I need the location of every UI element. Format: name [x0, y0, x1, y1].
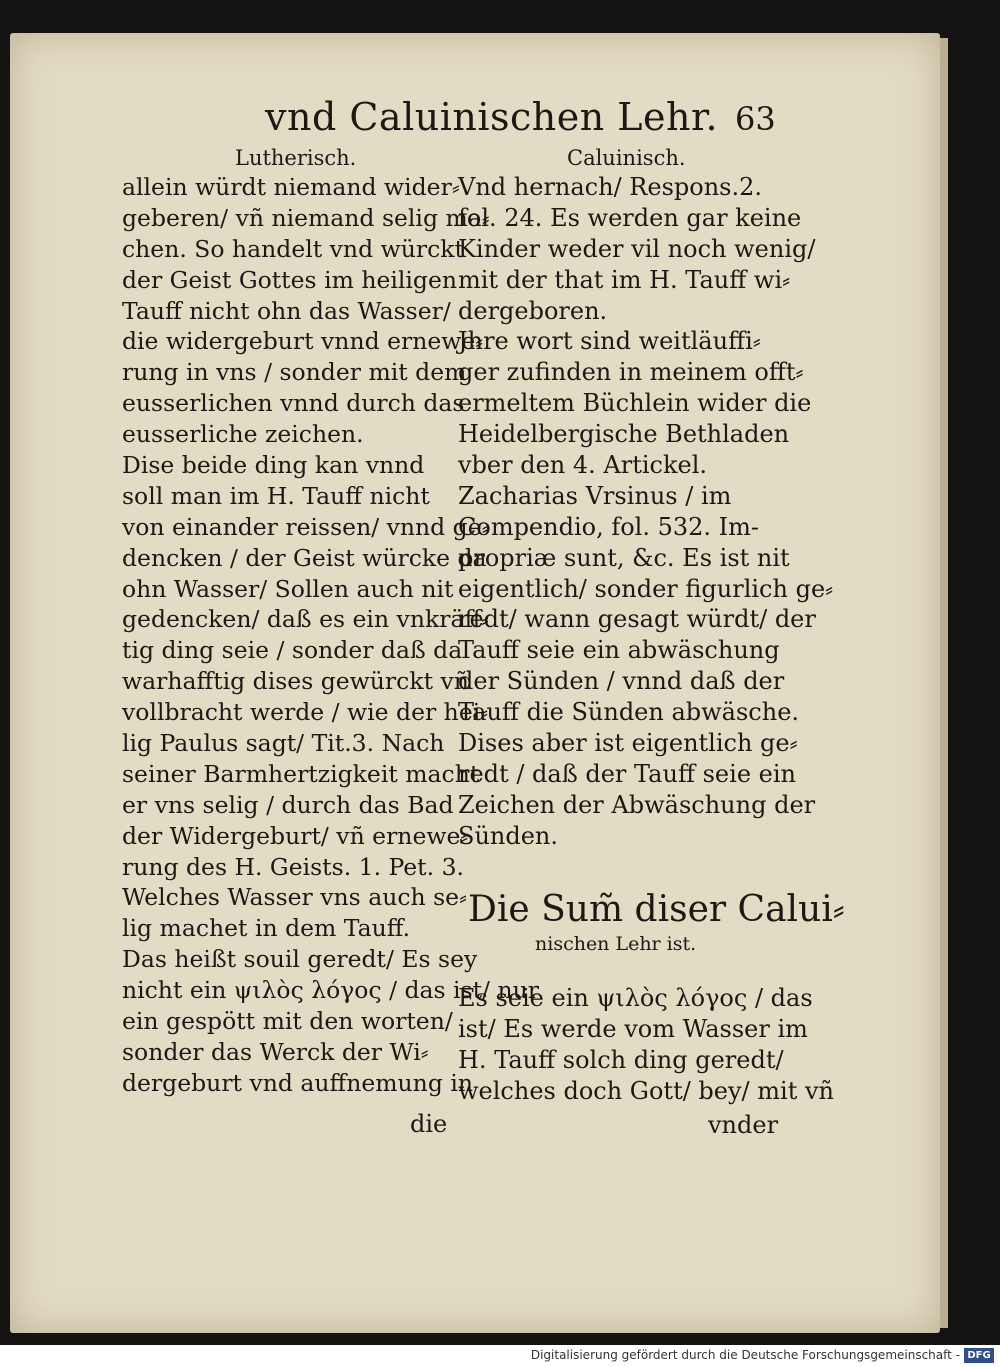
- text-line: warhafftig dises gewürckt vñ: [122, 667, 469, 696]
- text-line: eigentlich/ sonder figurlich ge⸗: [458, 574, 834, 603]
- text-line: rung des H. Geists. 1. Pet. 3.: [122, 852, 464, 881]
- text-line: H. Tauff solch ding geredt/: [458, 1045, 784, 1074]
- text-line: ein gespött mit den worten/: [122, 1007, 453, 1036]
- text-line: rung in vns / sonder mit dem: [122, 358, 467, 387]
- text-line: Dises aber ist eigentlich ge⸗: [458, 729, 798, 758]
- text-line: ermeltem Büchlein wider die: [458, 389, 812, 418]
- text-line: nicht ein ψιλὸς λόγος / das ist/ nur: [122, 976, 539, 1005]
- text-line: der Geist Gottes im heiligen: [122, 265, 458, 294]
- text-line: mit der that im H. Tauff wi⸗: [458, 265, 791, 294]
- text-line: der Widergeburt/ vñ ernewe⸗: [122, 821, 469, 850]
- text-line: ohn Wasser/ Sollen auch nit: [122, 574, 454, 603]
- text-line: Tauff seie ein abwäschung: [458, 636, 780, 665]
- page-number: 63: [735, 100, 776, 138]
- text-line: von einander reissen/ vnnd ge⸗: [122, 512, 490, 541]
- text-line: lig Paulus sagt/ Tit.3. Nach: [122, 729, 445, 758]
- text-line: Heidelbergische Bethladen: [458, 420, 790, 449]
- text-line: dergeburt vnd auffnemung in: [122, 1068, 473, 1097]
- text-line: seiner Barmhertzigkeit macht: [122, 759, 480, 788]
- text-line: Kinder weder vil noch wenig/: [458, 234, 816, 263]
- page-edge: [940, 38, 948, 1328]
- text-line: propriæ sunt, &c. Es ist nit: [458, 543, 790, 572]
- left-catchword: die: [410, 1110, 448, 1138]
- text-line: welches doch Gott/ bey/ mit vñ: [458, 1076, 834, 1105]
- text-line: der Sünden / vnnd daß der: [458, 667, 785, 696]
- text-line: lig machet in dem Tauff.: [122, 914, 411, 943]
- text-line: die widergeburt vnnd ernewe⸗: [122, 327, 484, 356]
- text-line: sonder das Werck der Wi⸗: [122, 1037, 429, 1066]
- text-line: eusserliche zeichen.: [122, 420, 364, 449]
- dfg-logo-icon: DFG: [964, 1348, 994, 1363]
- text-line: Tauff die Sünden abwäsche.: [458, 698, 800, 727]
- text-line: vber den 4. Artickel.: [458, 451, 708, 480]
- right-column-text: [458, 172, 834, 852]
- text-line: Welches Wasser vns auch se⸗: [122, 883, 467, 912]
- text-line: allein würdt niemand wider⸗: [122, 173, 460, 201]
- text-line: Dise beide ding kan vnnd: [122, 451, 425, 480]
- text-line: Zeichen der Abwäschung der: [458, 790, 816, 819]
- running-title: vnd Caluinischen Lehr.: [265, 95, 719, 139]
- text-line: er vns selig / durch das Bad: [122, 790, 454, 819]
- text-line: geberen/ vñ niemand selig ma⸗: [122, 203, 490, 232]
- text-line: vollbracht werde / wie der hei⸗: [122, 698, 489, 727]
- text-line: Es seie ein ψιλὸς λόγος / das: [458, 984, 813, 1012]
- footer-credit: Digitalisierung gefördert durch die Deutsche Forschungsgemeinschaft -: [530, 1348, 960, 1362]
- text-line: gedencken/ daß es ein vnkräff⸗: [122, 605, 489, 634]
- text-line: Compendio, fol. 532. Im-: [458, 512, 760, 541]
- left-column-heading: Lutherisch.: [235, 146, 357, 170]
- right-column-heading: Caluinisch.: [567, 146, 686, 170]
- text-line: Vnd hernach/ Respons.2.: [458, 173, 762, 201]
- text-line: Jhre wort sind weitläuffi⸗: [458, 327, 761, 356]
- right-catchword: vnder: [708, 1111, 779, 1139]
- text-line: dergeboren.: [458, 296, 608, 325]
- text-line: soll man im H. Tauff nicht: [122, 481, 430, 510]
- text-line: ger zufinden in meinem offt⸗: [458, 358, 804, 387]
- text-line: chen. So handelt vnd würckt: [122, 234, 464, 263]
- section-subtitle: nischen Lehr ist.: [535, 933, 697, 955]
- text-line: tig ding seie / sonder daß da: [122, 636, 463, 665]
- text-line: Das heißt souil geredt/ Es sey: [122, 945, 478, 974]
- text-line: Sünden.: [458, 821, 559, 850]
- text-line: Tauff nicht ohn das Wasser/: [122, 296, 451, 325]
- text-line: redt/ wann gesagt würdt/ der: [458, 605, 816, 634]
- text-line: dencken / der Geist würcke da: [122, 543, 487, 572]
- text-line: ist/ Es werde vom Wasser im: [458, 1014, 808, 1043]
- text-line: Zacharias Vrsinus / im: [458, 481, 732, 510]
- text-line: fol. 24. Es werden gar keine: [458, 203, 802, 232]
- section-text: [458, 983, 834, 1107]
- text-line: eusserlichen vnnd durch das: [122, 389, 465, 418]
- footer-bar: [0, 1345, 1000, 1367]
- section-title: Die Sum̃ diser Calui⸗: [468, 889, 845, 930]
- text-line: redt / daß der Tauff seie ein: [458, 759, 796, 788]
